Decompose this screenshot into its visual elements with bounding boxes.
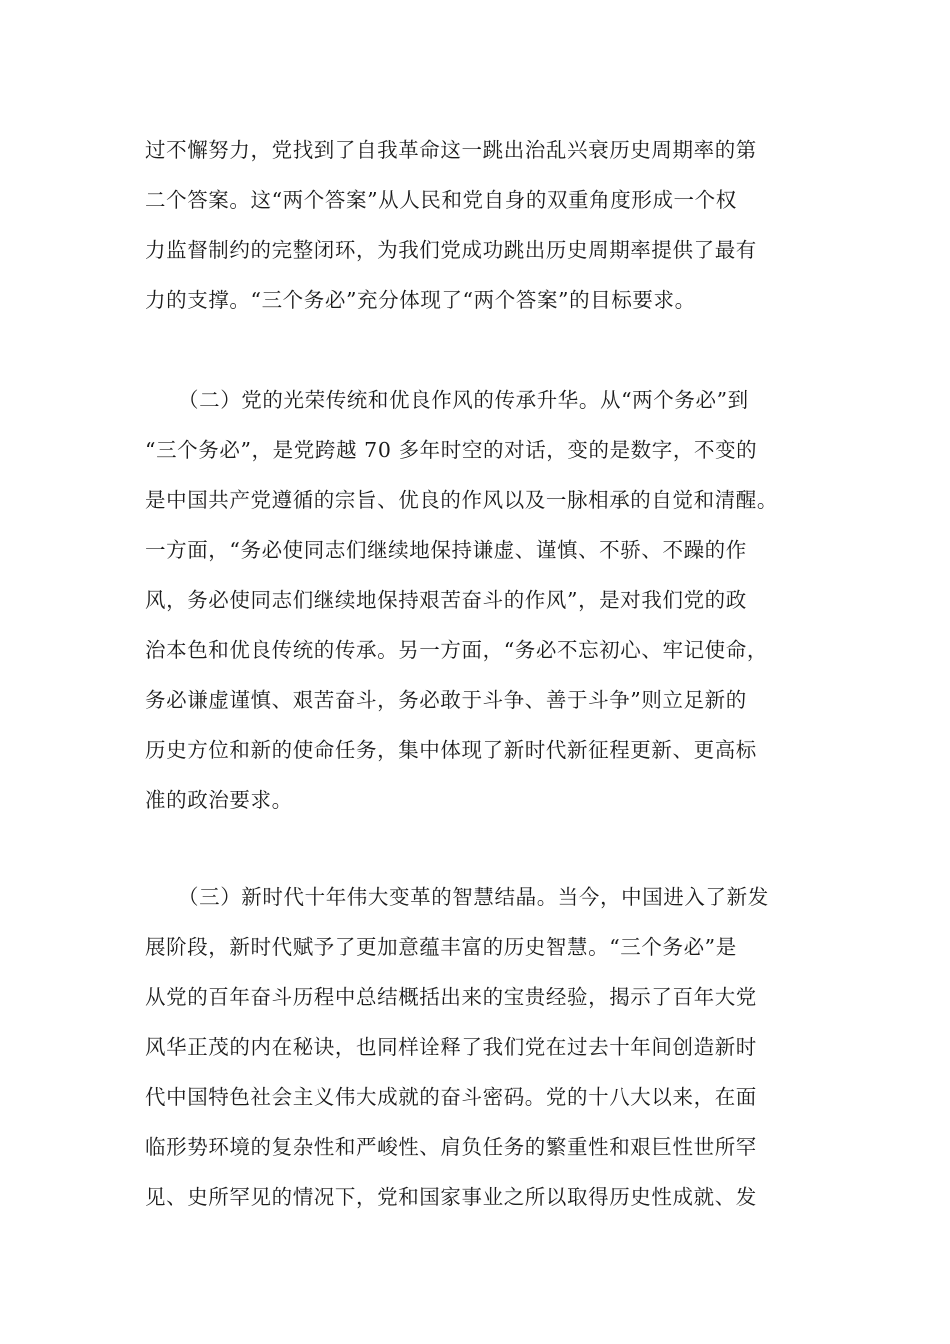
text-line: 一方面，“务必使同志们继续地保持谦虚、谨慎、不骄、不躁的作 <box>145 538 747 562</box>
text-line: 临形势环境的复杂性和严峻性、肩负任务的繁重性和艰巨性世所罕 <box>145 1135 757 1159</box>
text-line: 从党的百年奋斗历程中总结概括出来的宝贵经验，揭示了百年大党 <box>145 985 757 1009</box>
text-line: 历史方位和新的使命任务，集中体现了新时代新征程更新、更高标 <box>145 738 757 762</box>
text-line: （二）党的光荣传统和优良作风的传承升华。从“两个务必”到 <box>178 388 749 412</box>
text-line: 见、史所罕见的情况下，党和国家事业之所以取得历史性成就、发 <box>145 1185 757 1209</box>
text-line: 是中国共产党遵循的宗旨、优良的作风以及一脉相承的自觉和清醒。 <box>145 488 778 512</box>
text-line: “三个务必”，是党跨越 70 多年时空的对话，变的是数字，不变的 <box>145 438 758 462</box>
text-line: 力的支撑。“三个务必”充分体现了“两个答案”的目标要求。 <box>145 288 696 312</box>
text-line: 准的政治要求。 <box>145 788 293 812</box>
text-line: （三）新时代十年伟大变革的智慧结晶。当今，中国进入了新发 <box>178 885 769 909</box>
text-line: 务必谦虚谨慎、艰苦奋斗，务必敢于斗争、善于斗争”则立足新的 <box>145 688 747 712</box>
text-line: 代中国特色社会主义伟大成就的奋斗密码。党的十八大以来，在面 <box>145 1085 757 1109</box>
text-line: 二个答案。这“两个答案”从人民和党自身的双重角度形成一个权 <box>145 188 737 212</box>
text-line: 力监督制约的完整闭环，为我们党成功跳出历史周期率提供了最有 <box>145 238 757 262</box>
text-line: 风，务必使同志们继续地保持艰苦奋斗的作风”，是对我们党的政 <box>145 588 747 612</box>
text-line: 过不懈努力，党找到了自我革命这一跳出治乱兴衰历史周期率的第 <box>145 138 757 162</box>
text-line: 风华正茂的内在秘诀，也同样诠释了我们党在过去十年间创造新时 <box>145 1035 757 1059</box>
text-line: 展阶段，新时代赋予了更加意蕴丰富的历史智慧。“三个务必”是 <box>145 935 737 959</box>
text-line: 治本色和优良传统的传承。另一方面，“务必不忘初心、牢记使命， <box>145 638 768 662</box>
